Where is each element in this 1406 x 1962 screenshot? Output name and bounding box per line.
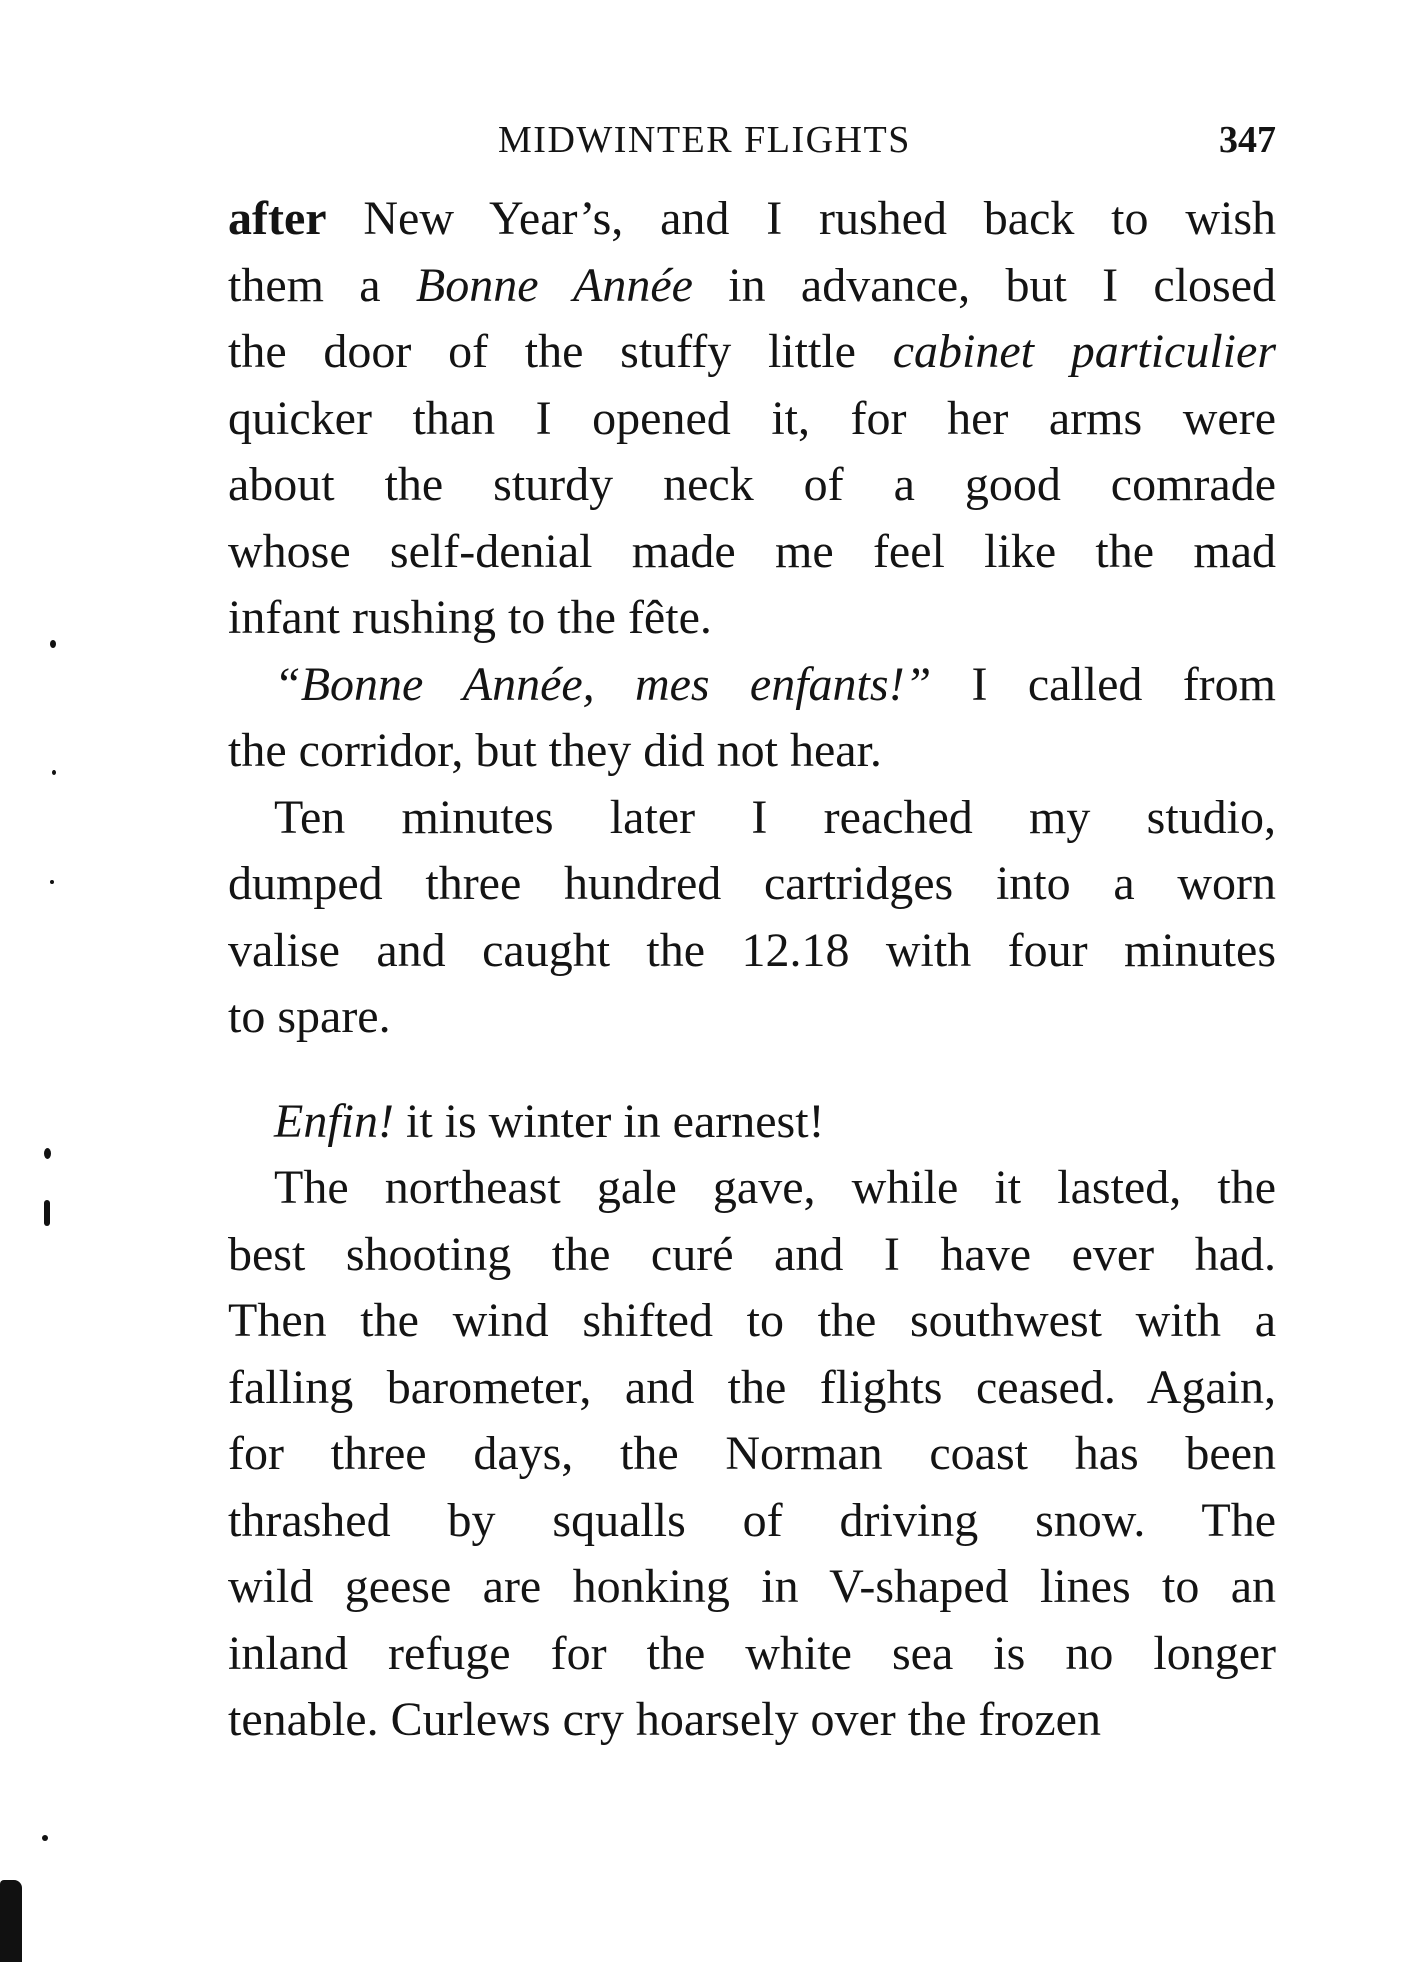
text-line <box>228 1089 1276 1156</box>
paragraph <box>228 652 1276 785</box>
text-line <box>228 1155 1276 1222</box>
text-segment: whose self-denial made me feel like the mad <box>228 524 1276 578</box>
text-line <box>228 1554 1276 1621</box>
italic-text: “Bonne Année, mes enfants!” <box>274 657 932 711</box>
bold-text: after <box>228 192 327 245</box>
text-segment: it is winter in earnest! <box>393 1094 825 1148</box>
text-line <box>228 918 1276 985</box>
scan-speck <box>50 880 54 884</box>
section-break <box>228 1051 1276 1089</box>
text-segment: Then the wind shifted to the southwest with a <box>228 1294 1276 1347</box>
text-line <box>228 1621 1276 1688</box>
text-segment: thrashed by squalls of driving snow. The <box>228 1493 1276 1547</box>
text-segment: them a <box>228 258 416 312</box>
page-header <box>228 118 1276 168</box>
text-segment: in advance, but I closed <box>692 258 1277 312</box>
italic-text: cabinet particulier <box>892 325 1277 378</box>
text-segment: tenable. Curlews cry hoarsely over the frozen <box>228 1693 1101 1746</box>
paragraph <box>228 1155 1276 1754</box>
text-line <box>228 386 1276 453</box>
text-line <box>228 186 1276 253</box>
text-segment: dumped three hundred cartridges into a worn <box>228 857 1276 910</box>
text-segment: falling barometer, and the flights ceased. Again, <box>228 1360 1276 1414</box>
scan-speck <box>50 640 56 648</box>
text-segment: Ten minutes later I reached my studio, <box>274 790 1276 844</box>
text-segment: quicker than I opened it, for her arms were <box>228 391 1276 445</box>
text-line <box>228 1488 1276 1555</box>
text-line <box>228 319 1276 386</box>
body-text <box>228 186 1276 1754</box>
text-line <box>228 585 1276 652</box>
text-segment: wild geese are honking in V-shaped lines to an <box>228 1560 1276 1613</box>
text-line <box>228 718 1276 785</box>
text-line <box>228 1421 1276 1488</box>
paragraph <box>228 785 1276 1051</box>
text-line <box>228 851 1276 918</box>
scan-speck <box>52 770 56 775</box>
binding-mark <box>0 1880 22 1962</box>
text-line <box>228 1288 1276 1355</box>
text-segment: to spare. <box>228 990 391 1043</box>
paragraph <box>228 1089 1276 1156</box>
paragraph <box>228 186 1276 652</box>
text-segment: best shooting the curé and I have ever had. <box>228 1227 1276 1281</box>
running-title: MIDWINTER FLIGHTS <box>498 119 911 161</box>
text-line <box>228 785 1276 852</box>
page-number: 347 <box>1219 119 1276 161</box>
text-line <box>228 1687 1276 1754</box>
text-line <box>228 253 1276 320</box>
text-line <box>228 1355 1276 1422</box>
text-segment: inland refuge for the white sea is no longer <box>228 1626 1276 1680</box>
italic-text: Enfin! <box>274 1094 394 1148</box>
text-segment: infant rushing to the fête. <box>228 591 712 644</box>
text-line <box>228 984 1276 1051</box>
text-segment: about the sturdy neck of a good comrade <box>228 458 1276 511</box>
text-segment: valise and caught the 12.18 with four minutes <box>228 923 1276 977</box>
text-segment: for three days, the Norman coast has been <box>228 1427 1276 1480</box>
text-line <box>228 519 1276 586</box>
scan-speck <box>42 1835 48 1841</box>
text-line <box>228 452 1276 519</box>
text-segment: I called from <box>931 657 1277 711</box>
scan-speck <box>44 1148 51 1159</box>
scan-speck <box>44 1200 50 1226</box>
text-line <box>228 652 1276 719</box>
italic-text: Bonne Année <box>415 258 693 312</box>
text-segment: The northeast gale gave, while it lasted, the <box>274 1161 1276 1214</box>
text-segment: the door of the stuffy little <box>228 325 893 378</box>
text-segment: the corridor, but they did not hear. <box>228 724 882 777</box>
text-segment: New Year’s, and I rushed back to wish <box>326 192 1276 245</box>
text-line <box>228 1222 1276 1289</box>
